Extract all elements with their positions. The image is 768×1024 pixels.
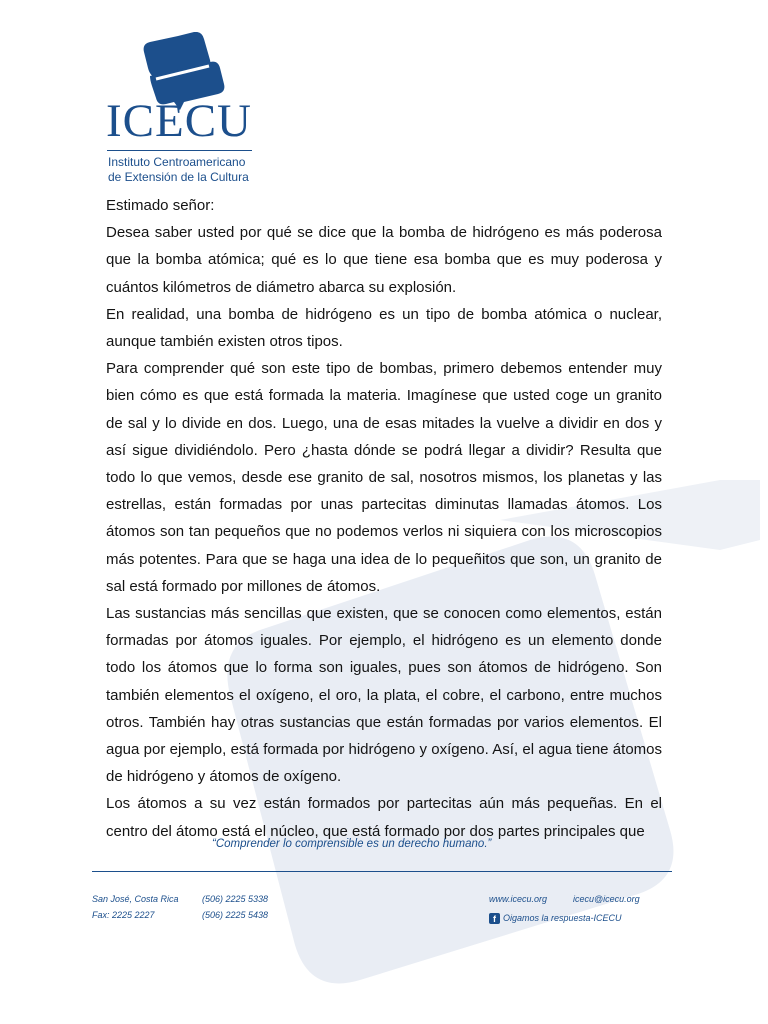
paragraph: Los átomos a su vez están formados por partecitas aún más pequeñas. En el centro del átomo está el núcleo, que está formado por dos partes principales que bbox=[106, 795, 662, 840]
footer-facebook-link[interactable]: Oigamos la respuesta-ICECU bbox=[503, 913, 622, 923]
footer-divider bbox=[92, 871, 672, 872]
footer-fax: Fax: 2225 2227 bbox=[92, 910, 155, 920]
footer-phone-1: (506) 2225 5338 bbox=[202, 894, 269, 904]
logo-subtitle-line2: de Extensión de la Cultura bbox=[108, 170, 249, 184]
paragraph: Las sustancias más sencillas que existen, que se conocen como elementos, están formadas por átomos iguales. Por ejemplo, el hidrógeno es un elemento donde todo los átomos que lo forma son iguales, pues son átomos de hidrógeno. Son también elementos el oxígeno, el oro, la plata, el cobre, el carbono, entre muchos otros. También hay otras sustancias que están formadas por varios elementos. El agua por ejemplo, está formada por hidrógeno y oxígeno. Así, el agua tiene átomos de hidrógeno y átomos de oxígeno. bbox=[106, 605, 662, 786]
paragraph: Para comprender qué son este tipo de bombas, primero debemos entender muy bien cómo es que está formada la materia. Imagínese que usted coge un granito de sal y lo divide en dos. Luego, una de esas mitades la vuelve a dividir en dos y así sigue dividiéndolo. Pero ¿hasta dónde se podrá llegar a dividir? Resulta que todo lo que vemos, desde ese granito de sal, nosotros mismos, los planetas y las estrellas, están formadas por unas partecitas diminutas llamadas átomos. Los átomos son tan pequeños que no podemos verlos ni siquiera con los microscopios más potentes. Para que se haga una idea de lo pequeñitos que son, un granito de sal está formado por millones de átomos. bbox=[106, 360, 662, 595]
footer-website-link[interactable]: www.icecu.org bbox=[489, 894, 548, 904]
logo-divider bbox=[107, 150, 252, 151]
salutation: Estimado señor: bbox=[106, 197, 215, 214]
facebook-icon[interactable]: f bbox=[489, 913, 500, 924]
paragraph: En realidad, una bomba de hidrógeno es un tipo de bomba atómica o nuclear, aunque también existen otros tipos. bbox=[106, 305, 662, 351]
paragraph: Desea saber usted por qué se dice que la bomba de hidrógeno es más poderosa que la bomba atómica; qué es lo que tiene esa bomba que es muy poderosa y cuántos kilómetros de diámetro abarca su explosión. bbox=[106, 224, 662, 296]
footer-city: San José, Costa Rica bbox=[92, 894, 179, 904]
logo-subtitle bbox=[108, 155, 249, 185]
logo-wordmark: ICECU bbox=[106, 95, 252, 147]
letter-body bbox=[106, 192, 662, 845]
footer-quote: “Comprender lo comprensible es un derecho humano.” bbox=[212, 838, 492, 850]
logo-subtitle-line1: Instituto Centroamericano bbox=[108, 155, 246, 169]
footer-email-link[interactable]: icecu@icecu.org bbox=[573, 894, 640, 904]
footer-phone-2: (506) 2225 5438 bbox=[202, 910, 269, 920]
